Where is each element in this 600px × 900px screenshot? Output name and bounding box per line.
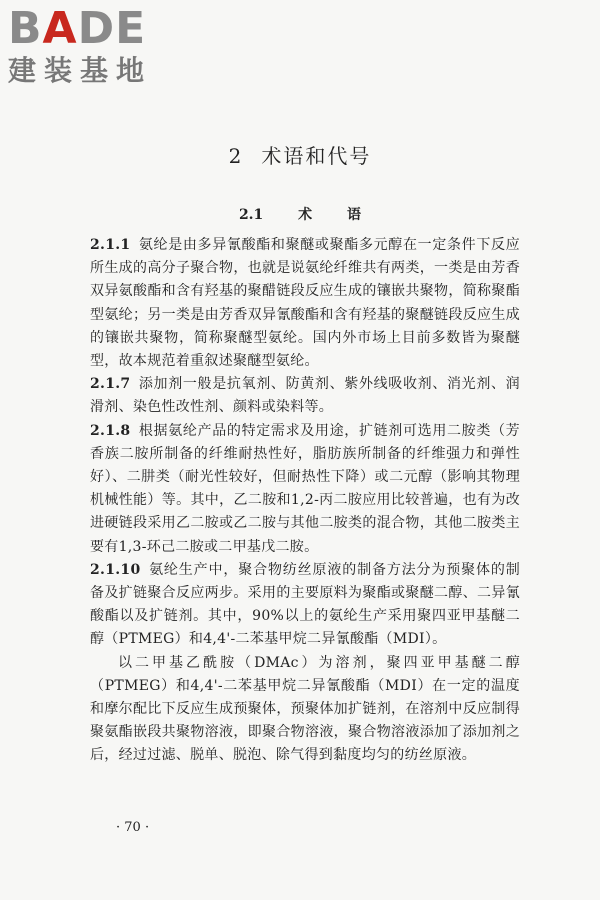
paragraph-text: 氨纶是由多异氰酸酯和聚醚或聚酯多元醇在一定条件下反应所生成的高分子聚合物，也就是说氨纶纤维共有两类，一类是由芳香双异氨酸酯和含有羟基的聚醋链段反应生成的镶嵌共聚物，简称聚酯型氨纶；另一类是由芳香双异氰酸酯和含有羟基的聚醚链段反应生成的镶嵌共聚物，简称聚醚型氨纶。国内外市场上目前多数皆为聚醚型，故本规范着重叙述聚醚型氨纶。 [90,237,520,370]
chapter-title: 术语和代号 [261,144,372,168]
clause-number: 2.1.7 [90,376,131,393]
section-title-part-2: 语 [347,207,362,223]
paragraph [90,652,520,768]
paragraph-text: 添加剂一般是抗氧剂、防黄剂、紫外线吸收剂、消光剂、润滑剂、染色性改性剂、颜料或染料等。 [90,376,520,416]
clause-number: 2.1.8 [90,422,131,439]
logo-wordmark: BADE [8,3,147,54]
paragraph [90,559,520,652]
logo-subtitle: 建装基地 [8,54,153,87]
paragraph [90,234,520,373]
paragraph-text: 以二甲基乙酰胺（DMAc）为溶剂，聚四亚甲基醚二醇（PTMEG）和4,4'-二苯基甲烷二异氰酸酯（MDI）在一定的温度和摩尔配比下反应生成预聚体，预聚体加扩链剂，在溶剂中反应制得聚氨酯嵌段共聚物溶液，即聚合物溶液，聚合物溶液添加了添加剂之后，经过过滤、脱单、脱泡、除气得到黏度均匀的纺丝原液。 [90,654,520,764]
paragraph [90,420,520,559]
clause-number: 2.1.10 [90,561,141,578]
section-title-part-1: 术 [298,207,313,223]
paragraph-text: 根据氨纶产品的特定需求及用途，扩链剂可选用二胺类（芳香族二胺所制备的纤维耐热性好，脂肪族所制备的纤维强力和弹性好）、二肼类（耐光性较好，但耐热性下降）或二元醇（影响其物理机械性能）等。其中，乙二胺和1,2-丙二胺应用比较普遍，也有为改进硬链段采用乙二胺或乙二胺与其他二胺类的混合物，其他二胺类主要有1,3-环己二胺或二甲基戊二胺。 [90,422,520,555]
chapter-number: 2 [228,144,244,168]
paragraph-text: 氨纶生产中，聚合物纺丝原液的制备方法分为预聚体的制备及扩链聚合反应两步。采用的主要原料为聚酯或聚醚二醇、二异氰酸酯以及扩链剂。其中，90%以上的氨纶生产采用聚四亚甲基醚二醇（PTMEG）和4,4'-二苯基甲烷二异氰酸酯（MDI）。 [90,561,520,648]
page-number: · 70 · [116,820,150,835]
body-text [90,234,520,768]
section-heading [0,204,600,224]
brand-logo [8,3,153,88]
section-number: 2.1 [238,207,264,223]
chapter-heading [0,140,600,169]
clause-number: 2.1.1 [90,237,131,253]
paragraph [90,373,520,419]
